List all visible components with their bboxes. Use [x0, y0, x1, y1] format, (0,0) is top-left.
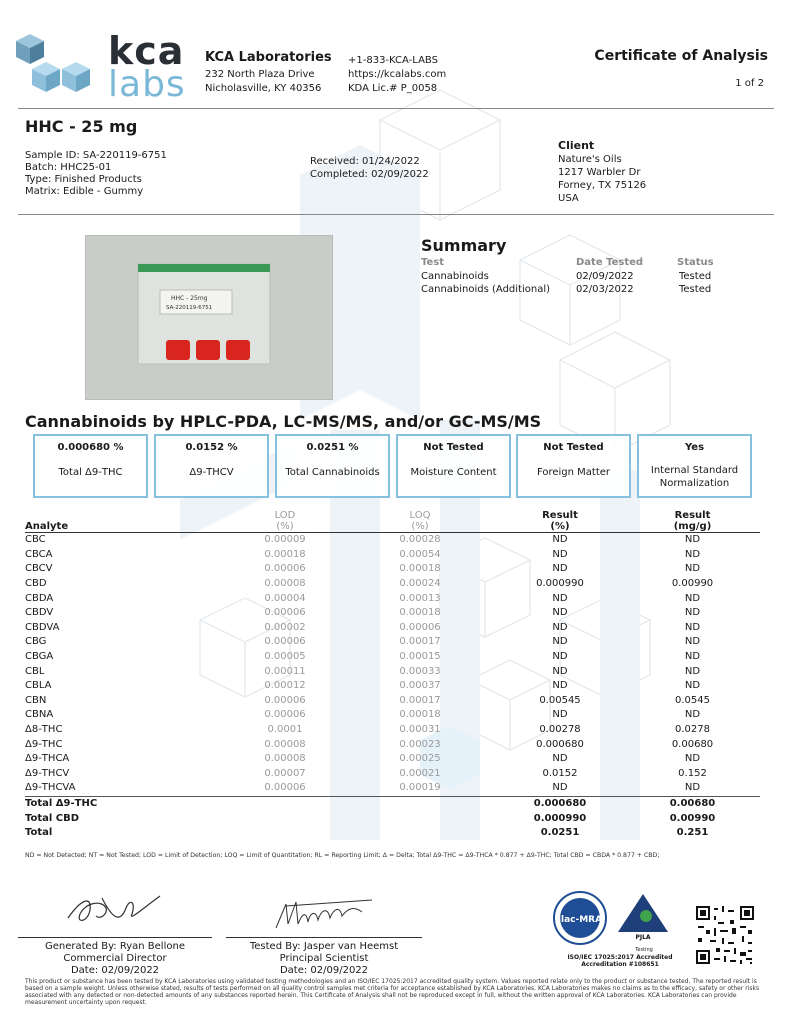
- lab-license: KDA Lic.# P_0058: [348, 83, 438, 94]
- generated-by-name: Generated By: Ryan Bellone: [45, 941, 185, 952]
- table-row: [25, 679, 760, 694]
- cell-loq: 0.00019: [399, 782, 441, 794]
- pjla-text: PJLA: [635, 934, 651, 941]
- cell-empty: [225, 811, 345, 826]
- total-row: [25, 796, 760, 811]
- kca-cube-logo-icon: [14, 32, 106, 104]
- summary-title: Summary: [421, 236, 507, 255]
- cell-lod: 0.00006: [264, 607, 306, 619]
- total-row: [25, 826, 760, 841]
- product-name: HHC - 25 mg: [25, 117, 138, 136]
- generated-by-title: Commercial Director: [63, 953, 167, 964]
- cell-loq: 0.00015: [399, 651, 441, 663]
- document-title: Certificate of Analysis: [594, 48, 768, 64]
- kpi-moisture-content: [396, 434, 511, 498]
- cell-loq: 0.00054: [399, 548, 441, 560]
- qr-code-icon[interactable]: [694, 904, 756, 966]
- table-row: [25, 723, 760, 738]
- cell-analyte: CBN: [25, 694, 47, 706]
- bag-label-line2: SA-220119-6751: [166, 305, 213, 311]
- cell-analyte: CBCA: [25, 548, 53, 560]
- cell-analyte: CBL: [25, 665, 45, 677]
- client-country: USA: [558, 193, 579, 204]
- cell-loq: 0.00037: [399, 680, 441, 692]
- cell-empty: [345, 826, 495, 841]
- summary-header-date: Date Tested: [576, 257, 644, 268]
- cell-mg: ND: [684, 651, 701, 663]
- table-row: [25, 781, 760, 796]
- kpi-value: Yes: [684, 442, 705, 453]
- table-row: [25, 650, 760, 665]
- cell-loq: 0.00033: [399, 665, 441, 677]
- cell-pct: 0.00545: [539, 694, 581, 706]
- cell-analyte: Δ9-THC: [25, 738, 63, 750]
- cell-analyte: CBNA: [25, 709, 54, 721]
- col-result-mg: Result: [674, 510, 711, 521]
- cell-mg: 0.152: [678, 767, 707, 779]
- kpi-label: Δ9-THCV: [189, 467, 234, 478]
- cell-pct: ND: [552, 548, 568, 560]
- cell-pct: ND: [552, 607, 568, 619]
- header-divider: [18, 108, 774, 109]
- kpi-value: 0.0251 %: [306, 442, 359, 453]
- cell-analyte: CBDV: [25, 607, 54, 619]
- cannabinoids-section-title: Cannabinoids by HPLC-PDA, LC-MS/MS, and/or GC-MS/MS: [25, 412, 542, 431]
- cell-analyte: CBDVA: [25, 621, 60, 633]
- cell-analyte: Total CBD: [25, 812, 80, 824]
- cell-mg: ND: [684, 621, 701, 633]
- iso-standard: ISO/IEC 17025:2017 Accredited: [567, 954, 673, 961]
- kpi-value: Not Tested: [423, 442, 484, 453]
- cell-analyte: CBCV: [25, 563, 53, 575]
- kpi-d9-thcv: [154, 434, 269, 498]
- cell-lod: 0.00002: [264, 621, 306, 633]
- col-loq-unit: (%): [345, 521, 495, 533]
- generated-by-block: [18, 941, 212, 977]
- kpi-foreign-matter: [516, 434, 631, 498]
- abbreviations-footnote: ND = Not Detected; NT = Not Tested; LOD = Limit of Detection; LOQ = Limit of Quantitation; RL = Reporting Limit; Δ = Delta; Total Δ9-THC = Δ9-THCA * 0.877 + Δ9-THC; Total CBD = CBDA * 0.877 + CBD;: [25, 852, 660, 859]
- sample-id: Sample ID: SA-220119-6751: [25, 150, 167, 161]
- cell-analyte: Δ9-THCV: [25, 767, 70, 779]
- client-info: [558, 139, 646, 205]
- table-row: [25, 577, 760, 592]
- cell-loq: 0.00024: [399, 578, 441, 590]
- kpi-label: Foreign Matter: [536, 467, 611, 478]
- cell-analyte: Total Δ9-THC: [25, 796, 225, 811]
- kca-logo-wordmark: [108, 29, 186, 105]
- cell-mg: ND: [684, 709, 701, 721]
- cell-lod: 0.00008: [264, 578, 306, 590]
- gummy-bag-photo-icon: [86, 236, 332, 399]
- cell-lod: 0.00006: [264, 709, 306, 721]
- sample-dates: [310, 155, 429, 181]
- cell-analyte: CBLA: [25, 680, 52, 692]
- ilac-mra-text: ilac-MRA: [557, 915, 603, 925]
- legal-disclaimer: This product or substance has been tested by KCA Laboratories using validated testing methodologies and an ISO/IEC 17025:2017 accredited quality system. Values reported relate only to the product or substance tested. The reported result is based on a sample weight. Unless otherwise stated, results of tests performed on all quality control samples met criteria for acceptance established by KCA Laboratories. KCA Laboratories makes no claims as to the efficacy, safety or other risks associated with any detected or non-detected amounts of any substances reported herein. This Certificate of Analysis shall not be reproduced except in full, without the written approval of KCA Laboratories. KCA Laboratories can provide measurement uncertainty upon request.: [25, 978, 760, 1006]
- cell-pct: ND: [552, 782, 568, 794]
- cell-loq: 0.00025: [399, 753, 441, 765]
- cell-pct: ND: [552, 592, 568, 604]
- received-date: Received: 01/24/2022: [310, 156, 420, 167]
- pjla-testing-label: Testing: [635, 947, 653, 953]
- cell-lod: 0.00008: [264, 738, 306, 750]
- table-row: [25, 694, 760, 709]
- summary-test: Cannabinoids (Additional): [421, 284, 551, 295]
- cell-pct: ND: [552, 636, 568, 648]
- cell-analyte: Δ8-THC: [25, 724, 63, 736]
- cell-pct: 0.0251: [540, 827, 580, 839]
- cell-analyte: CBD: [25, 578, 47, 590]
- cell-analyte: CBC: [25, 534, 46, 546]
- lab-name: KCA Laboratories: [205, 50, 332, 65]
- cell-pct: 0.0152: [542, 767, 578, 779]
- cell-lod: 0.00006: [264, 782, 306, 794]
- client-name: Nature's Oils: [558, 154, 622, 165]
- cell-loq: 0.00021: [399, 767, 441, 779]
- product-type: Type: Finished Products: [25, 174, 142, 185]
- cell-pct: ND: [552, 534, 568, 546]
- col-lod-unit: (%): [225, 521, 345, 533]
- cell-mg: ND: [684, 636, 701, 648]
- cell-mg: ND: [684, 680, 701, 692]
- col-lod: LOD: [274, 510, 296, 521]
- signature-jasper-van-heemst: [272, 894, 382, 934]
- client-label: Client: [558, 139, 595, 152]
- table-row: [25, 635, 760, 650]
- cell-lod: 0.00011: [264, 665, 306, 677]
- summary-date: 02/03/2022: [576, 284, 634, 295]
- tested-by-date: Date: 02/09/2022: [279, 965, 369, 976]
- cell-loq: 0.00018: [399, 563, 441, 575]
- cell-empty: [345, 796, 495, 811]
- tested-by-title: Principal Scientist: [279, 953, 369, 964]
- table-row: [25, 606, 760, 621]
- cell-analyte: Total: [25, 827, 53, 839]
- cell-mg: 0.0545: [675, 694, 710, 706]
- cell-analyte: CBGA: [25, 651, 54, 663]
- cell-mg: 0.251: [676, 827, 709, 839]
- results-body: [25, 533, 760, 841]
- pjla-logo-icon: [616, 892, 670, 942]
- cell-lod: 0.00004: [264, 592, 306, 604]
- cell-mg: 0.00990: [669, 812, 716, 824]
- cell-pct: ND: [552, 563, 568, 575]
- cell-mg: ND: [684, 548, 701, 560]
- kpi-label: Internal Standard Normalization: [650, 465, 739, 489]
- matrix: Matrix: Edible - Gummy: [25, 186, 144, 197]
- col-result-pct-unit: (%): [495, 521, 625, 533]
- lab-website-link[interactable]: https://kcalabs.com: [348, 69, 447, 80]
- cell-mg: ND: [684, 753, 701, 765]
- table-row: [25, 708, 760, 723]
- cell-empty: [345, 811, 495, 826]
- signature-line-tested: [226, 937, 422, 938]
- sample-photo: [85, 235, 333, 400]
- cell-mg: ND: [684, 665, 701, 677]
- cell-empty: [225, 826, 345, 841]
- kpi-label: Total Δ9-THC: [58, 467, 123, 478]
- cell-lod: 0.00005: [264, 651, 306, 663]
- kpi-value: 0.0152 %: [185, 442, 238, 453]
- cell-loq: 0.00017: [399, 694, 441, 706]
- col-analyte: Analyte: [25, 510, 225, 533]
- cell-lod: 0.00009: [264, 534, 306, 546]
- cell-loq: 0.00013: [399, 592, 441, 604]
- kpi-internal-standard: [637, 434, 752, 498]
- cell-empty: [225, 796, 345, 811]
- accreditation-number: Accreditation #108651: [581, 961, 659, 968]
- col-result-mg-unit: (mg/g): [625, 521, 760, 533]
- cell-loq: 0.00031: [399, 724, 441, 736]
- cell-loq: 0.00018: [399, 709, 441, 721]
- kpi-value: 0.000680 %: [57, 442, 124, 453]
- client-street: 1217 Warbler Dr: [558, 167, 641, 178]
- logo-labs-text: labs: [108, 64, 186, 105]
- cell-pct: ND: [552, 680, 568, 692]
- summary-status: Tested: [679, 271, 712, 282]
- table-row: [25, 664, 760, 679]
- logo-kca-text: kca: [108, 29, 185, 73]
- ilac-mra-logo-icon: [552, 890, 608, 948]
- kpi-value: Not Tested: [543, 442, 604, 453]
- col-result-pct: Result: [542, 510, 578, 521]
- cell-mg: ND: [684, 592, 701, 604]
- cell-pct: 0.000680: [536, 738, 584, 750]
- summary-test: Cannabinoids: [421, 271, 489, 282]
- table-row: [25, 752, 760, 767]
- cell-lod: 0.00006: [264, 563, 306, 575]
- iso-accreditation-text: [560, 954, 680, 968]
- signature-line-generated: [18, 937, 212, 938]
- cell-lod: 0.00012: [264, 680, 306, 692]
- cell-mg: 0.00680: [625, 796, 760, 811]
- kpi-label: Total Cannabinoids: [285, 467, 380, 478]
- completed-date: Completed: 02/09/2022: [310, 169, 429, 180]
- summary-date: 02/09/2022: [576, 271, 634, 282]
- tested-by-name: Tested By: Jasper van Heemst: [249, 941, 399, 952]
- lab-address-line1: 232 North Plaza Drive: [205, 69, 315, 80]
- cell-mg: ND: [684, 607, 701, 619]
- bag-label-line1: HHC - 25mg: [171, 295, 208, 302]
- cell-mg: ND: [684, 563, 701, 575]
- cell-loq: 0.00023: [399, 738, 441, 750]
- cannabinoid-results-table: [25, 510, 760, 840]
- cell-pct: 0.000680: [495, 796, 625, 811]
- summary-status: Tested: [679, 284, 712, 295]
- signature-ryan-bellone: [62, 888, 172, 934]
- lab-address-line2: Nicholasville, KY 40356: [205, 83, 322, 94]
- cell-analyte: Δ9-THCA: [25, 753, 70, 765]
- tested-by-block: [226, 941, 422, 977]
- kpi-total-cannabinoids: [275, 434, 390, 498]
- kpi-total-d9-thc: [33, 434, 148, 498]
- table-row: [25, 533, 760, 548]
- cell-pct: ND: [552, 665, 568, 677]
- table-row: [25, 562, 760, 577]
- cell-lod: 0.00006: [264, 636, 306, 648]
- generated-by-date: Date: 02/09/2022: [70, 965, 160, 976]
- cell-lod: 0.00007: [264, 767, 306, 779]
- table-row: [25, 621, 760, 636]
- cell-pct: 0.000990: [536, 578, 584, 590]
- page-number: 1 of 2: [735, 78, 764, 89]
- lab-address: [205, 68, 321, 96]
- lab-contact: [348, 54, 446, 96]
- cell-pct: ND: [552, 709, 568, 721]
- cell-pct: 0.00278: [539, 724, 581, 736]
- cell-mg: 0.00990: [671, 578, 714, 590]
- summary-header-status: Status: [677, 257, 714, 268]
- batch: Batch: HHC25-01: [25, 162, 112, 173]
- cell-loq: 0.00006: [399, 621, 441, 633]
- cell-mg: ND: [684, 534, 701, 546]
- table-row: [25, 548, 760, 563]
- cell-analyte: Δ9-THCVA: [25, 782, 76, 794]
- sample-info: [25, 150, 167, 198]
- cell-pct: ND: [552, 753, 568, 765]
- kpi-label: Moisture Content: [410, 467, 497, 478]
- summary-header-test: Test: [421, 257, 445, 268]
- cell-pct: ND: [552, 651, 568, 663]
- cell-loq: 0.00017: [399, 636, 441, 648]
- cell-pct: 0.000990: [533, 812, 587, 824]
- cell-mg: 0.00680: [671, 738, 714, 750]
- table-row: [25, 591, 760, 606]
- table-row: [25, 737, 760, 752]
- cell-loq: 0.00028: [399, 534, 441, 546]
- cell-lod: 0.0001: [267, 724, 303, 736]
- col-loq: LOQ: [409, 510, 431, 521]
- total-row: [25, 811, 760, 826]
- lab-phone: +1-833-KCA-LABS: [348, 55, 438, 66]
- cell-mg: 0.0278: [675, 724, 710, 736]
- cell-analyte: CBDA: [25, 592, 54, 604]
- cell-pct: ND: [552, 621, 568, 633]
- cell-loq: 0.00018: [399, 607, 441, 619]
- cell-lod: 0.00018: [264, 548, 306, 560]
- cell-mg: ND: [684, 782, 701, 794]
- client-city: Forney, TX 75126: [558, 180, 647, 191]
- table-row: [25, 767, 760, 782]
- cell-lod: 0.00008: [264, 753, 306, 765]
- cell-lod: 0.00006: [264, 694, 306, 706]
- info-divider: [18, 214, 774, 215]
- cell-analyte: CBG: [25, 636, 47, 648]
